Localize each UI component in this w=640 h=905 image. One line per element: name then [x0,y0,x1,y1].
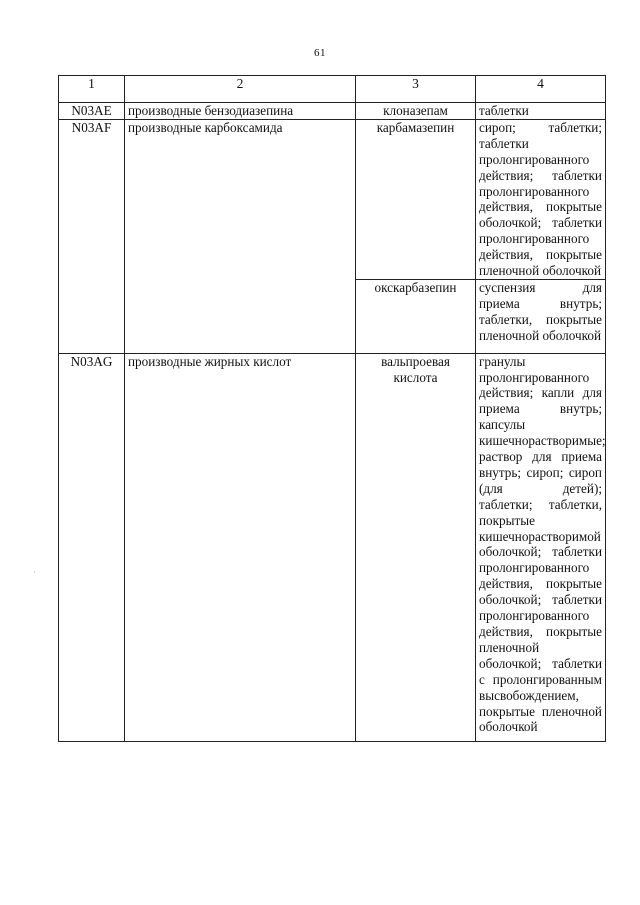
column-header: 1 [59,76,125,103]
atc-code: N03AE [59,103,125,120]
pharmacological-group: производные жирных кислот [125,353,356,742]
page-number: 61 [314,47,326,59]
margin-mark: · [33,568,36,577]
drug-name: вальпроевая кислота [356,353,476,742]
drug-classification-table [58,75,606,742]
pharmacological-group: производные бензодиазепина [125,103,356,120]
drug-name: карбамазепин [356,119,476,279]
dosage-forms: суспензия для приема внутрь; таблетки, покрытые пленочной оболочкой [476,279,606,353]
drug-name: окскарбазепин [356,279,476,353]
atc-code: N03AG [59,353,125,742]
column-header: 2 [125,76,356,103]
table-row [59,119,606,279]
atc-code: N03AF [59,119,125,353]
table-row [59,353,606,742]
pharmacological-group: производные карбоксамида [125,119,356,353]
dosage-forms: гранулы пролонгированного действия; капли для приема внутрь; капсулы кишечнорастворимые; раствор для приема внутрь; сироп; сироп (для детей); таблетки; таблетки, покрытые кишечнорастворимой оболочкой; таблетки пролонгированного действия, покрытые оболочкой; таблетки пролонгированного действия, покрытые пленочной оболочкой; таблетки с пролонгированным высвобождением, покрытые пленочной оболочкой [476,353,606,742]
drug-name: клоназепам [356,103,476,120]
table-header-row [59,76,606,103]
dosage-forms: таблетки [476,103,606,120]
dosage-forms: сироп; таблетки; таблетки пролонгированного действия; таблетки пролонгированного действия, покрытые оболочкой; таблетки пролонгированного действия, покрытые пленочной оболочкой [476,119,606,279]
column-header: 3 [356,76,476,103]
table-row [59,103,606,120]
column-header: 4 [476,76,606,103]
